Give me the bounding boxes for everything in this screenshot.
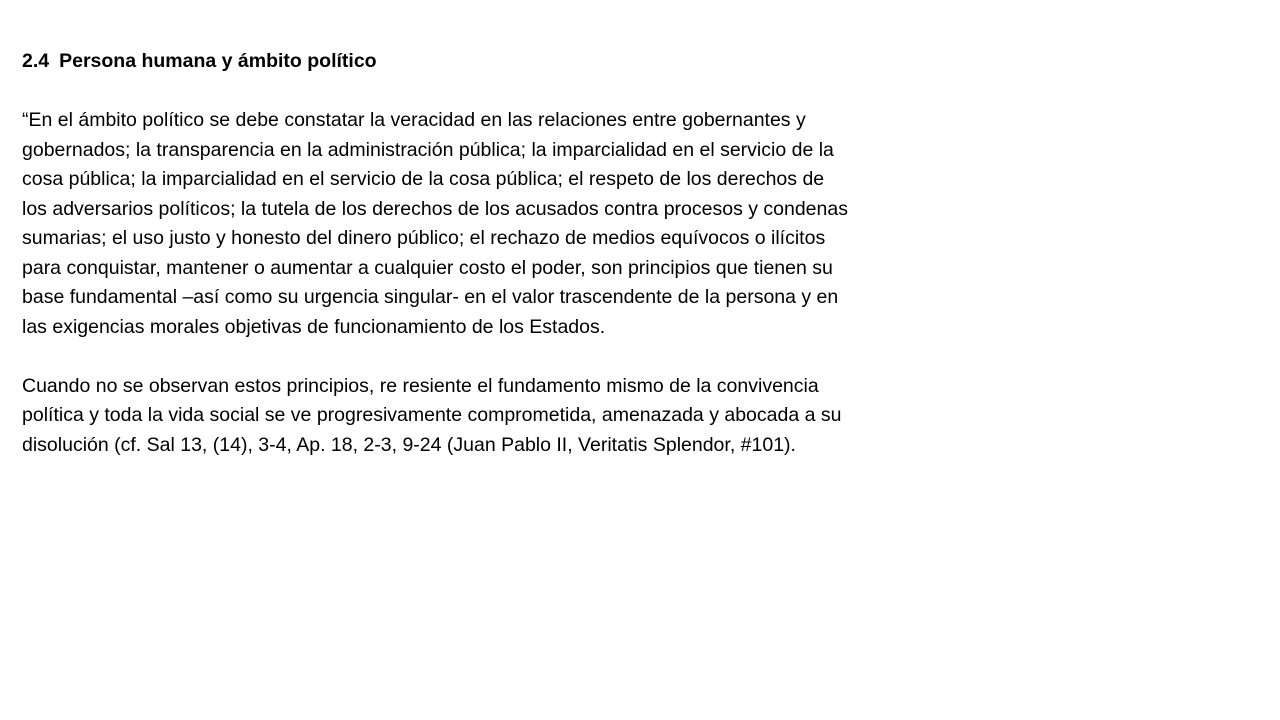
paragraph-line: base fundamental –así como su urgencia singular- en el valor trascendente de la persona y en: [22, 286, 839, 308]
paragraph-line: para conquistar, mantener o aumentar a cualquier costo el poder, son principios que tienen su: [22, 256, 833, 279]
paragraph-line: disolución (cf. Sal 13, (14), 3-4, Ap. 18, 2-3, 9-24 (Juan Pablo II, Veritatis Splendor, #101).: [22, 433, 796, 456]
paragraph-conclusion: [22, 372, 952, 461]
paragraph-line: gobernados; la transparencia en la administración pública; la imparcialidad en el servicio de la: [22, 138, 834, 161]
paragraph-quote: [22, 106, 952, 342]
paragraph-line: sumarias; el uso justo y honesto del dinero público; el rechazo de medios equívocos o ilícitos: [22, 227, 826, 249]
slide-content: [22, 47, 952, 460]
paragraph-line: “En el ámbito político se debe constatar la veracidad en las relaciones entre gobernantes y: [22, 109, 806, 131]
paragraph-line: cosa pública; la imparcialidad en el servicio de la cosa pública; el respeto de los derechos de: [22, 168, 825, 190]
paragraph-line: política y toda la vida social se ve progresivamente comprometida, amenazada y abocada a su: [22, 404, 842, 426]
paragraph-line: los adversarios políticos; la tutela de los derechos de los acusados contra procesos y condenas: [22, 197, 848, 220]
section-heading: [22, 47, 952, 77]
paragraph-line: Cuando no se observan estos principios, re resiente el fundamento mismo de la convivencia: [22, 374, 819, 397]
section-number: 2.4: [22, 50, 50, 72]
paragraph-line: las exigencias morales objetivas de funcionamiento de los Estados.: [22, 315, 606, 338]
section-title: Persona humana y ámbito político: [59, 50, 377, 72]
